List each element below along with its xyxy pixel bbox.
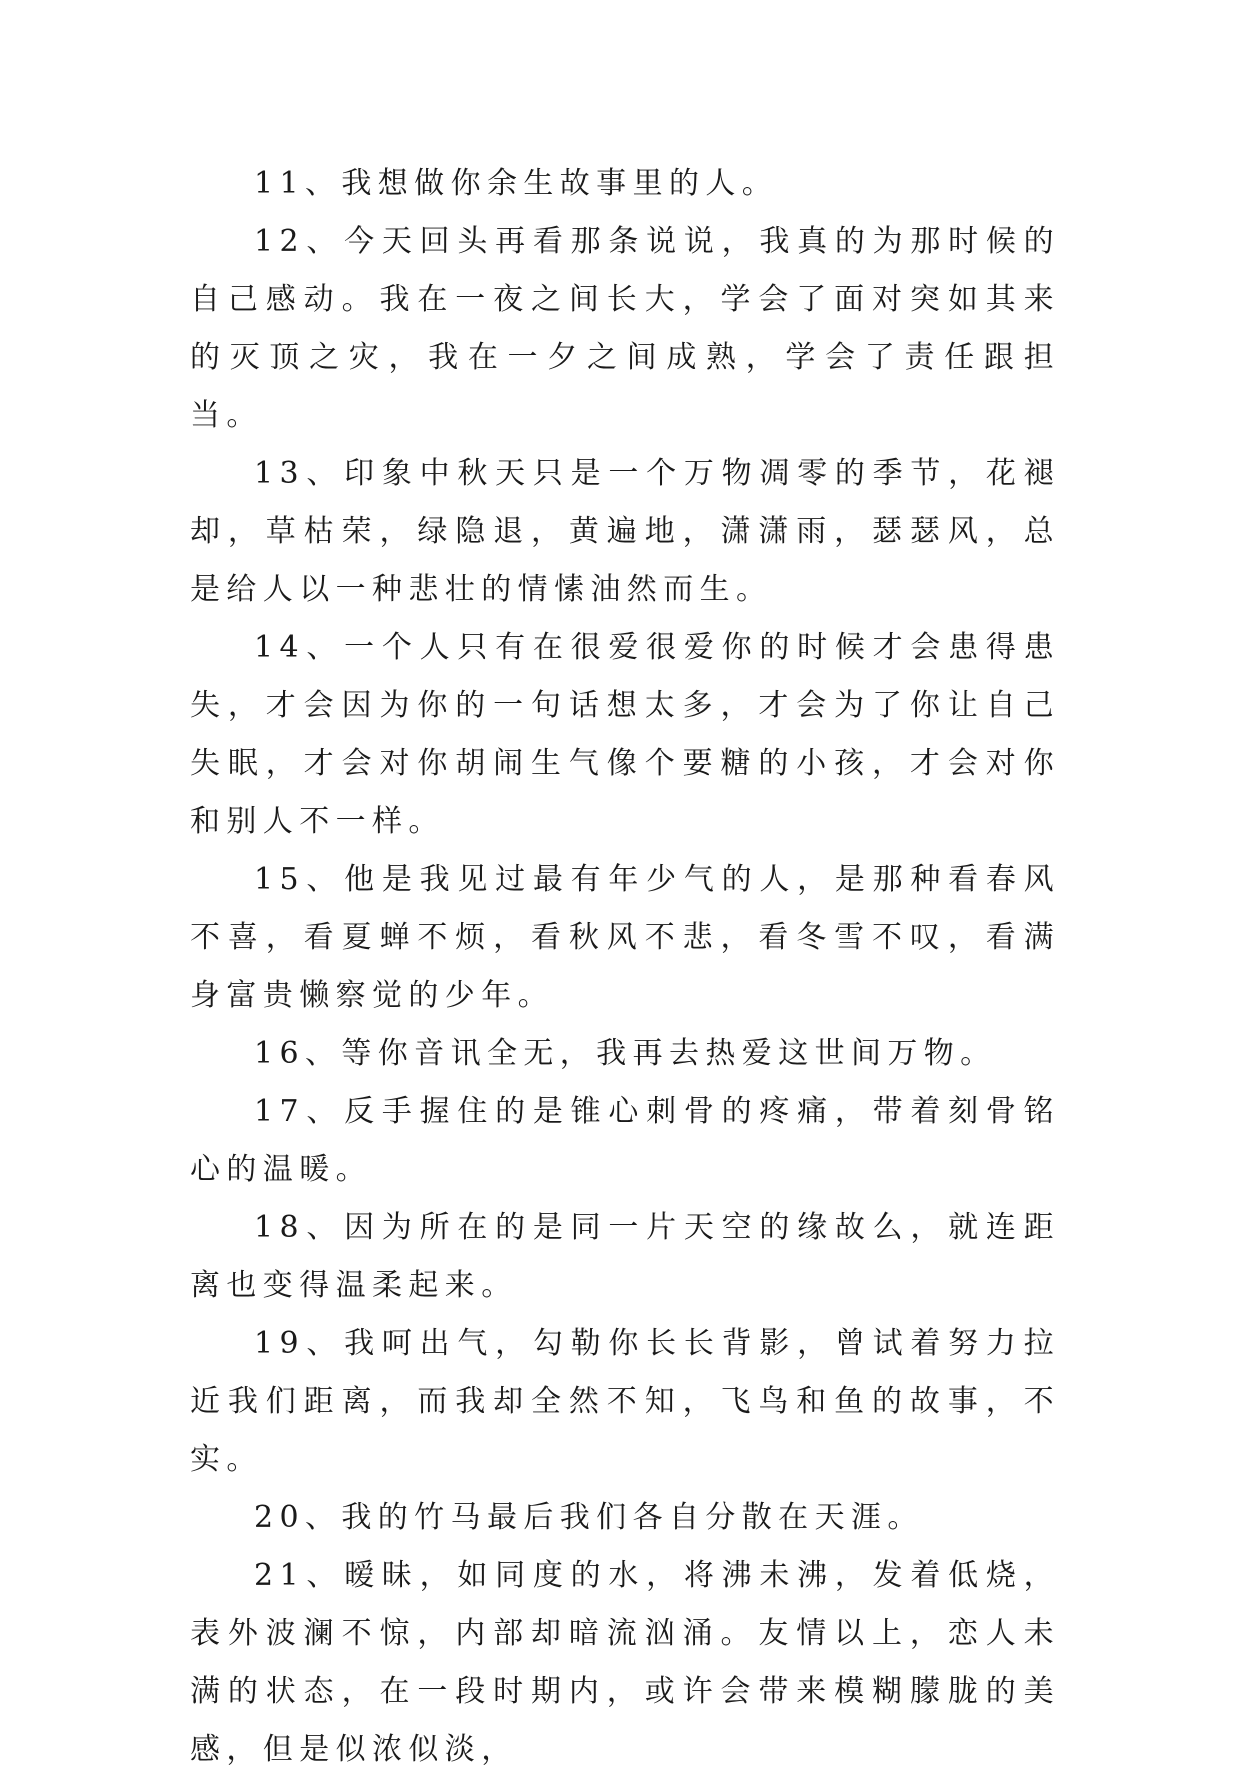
paragraph-17: 17、反手握住的是锥心刺骨的疼痛，带着刻骨铭心的温暖。 — [190, 1094, 1060, 1187]
paragraph-14: 14、一个人只有在很爱很爱你的时候才会患得患失，才会因为你的一句话想太多，才会为了你让自己失眠，才会对你胡闹生气像个要糖的小孩，才会对你和别人不一样。 — [190, 630, 1060, 839]
paragraph-15: 15、他是我见过最有年少气的人，是那种看春风不喜，看夏蝉不烦，看秋风不悲，看冬雪不叹，看满身富贵懒察觉的少年。 — [190, 862, 1060, 1013]
paragraph-16: 16、等你音讯全无，我再去热爱这世间万物。 — [254, 1036, 997, 1071]
paragraph-19: 19、我呵出气，勾勒你长长背影，曾试着努力拉近我们距离，而我却全然不知，飞鸟和鱼的故事，不实。 — [190, 1326, 1060, 1477]
paragraph-18: 18、因为所在的是同一片天空的缘故么，就连距离也变得温柔起来。 — [190, 1210, 1060, 1303]
document-body — [190, 155, 1060, 1779]
paragraph-21: 21、暧昧，如同度的水，将沸未沸，发着低烧，表外波澜不惊，内部却暗流汹涌。友情以上，恋人未满的状态，在一段时期内，或许会带来模糊朦胧的美感，但是似浓似淡， — [190, 1558, 1060, 1767]
paragraph-13: 13、印象中秋天只是一个万物凋零的季节，花褪却，草枯荣，绿隐退，黄遍地，潇潇雨，瑟瑟风，总是给人以一种悲壮的情愫油然而生。 — [190, 456, 1060, 607]
paragraph-11: 11、我想做你余生故事里的人。 — [254, 166, 779, 201]
paragraph-12: 12、今天回头再看那条说说，我真的为那时候的自己感动。我在一夜之间长大，学会了面对突如其来的灭顶之灾，我在一夕之间成熟，学会了责任跟担当。 — [190, 224, 1060, 433]
paragraph-20: 20、我的竹马最后我们各自分散在天涯。 — [254, 1500, 924, 1535]
